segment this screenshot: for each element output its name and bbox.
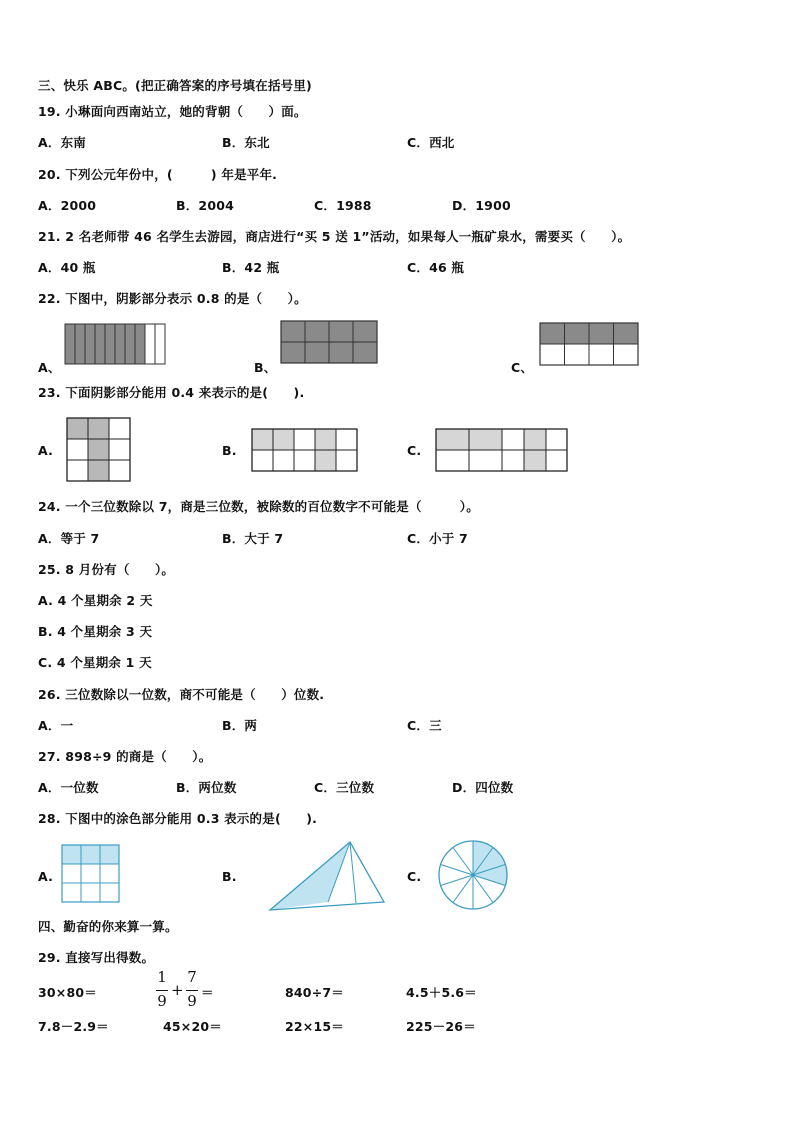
calc-5: 7.8－2.9＝: [38, 1019, 109, 1034]
q25-option-b: B. 4 个星期余 3 天: [38, 624, 153, 639]
q23-figure-a: [67, 418, 130, 481]
q22-option-a: A、: [38, 360, 61, 375]
q24-option-b: B．大于 7: [222, 531, 284, 546]
q27-option-c: C．三位数: [314, 780, 375, 795]
q19-option-a: A．东南: [38, 135, 86, 150]
q28-option-a: A.: [38, 869, 54, 884]
q26-option-b: B．两: [222, 718, 258, 733]
frac1-denominator: 9: [157, 992, 167, 1010]
q20-option-a: A．2000: [38, 198, 97, 213]
q27-stem: 27. 898÷9 的商是（ ）。: [38, 749, 212, 764]
q28-option-c: C.: [407, 869, 422, 884]
q29-stem: 29. 直接写出得数。: [38, 950, 155, 965]
q23-option-b: B.: [222, 443, 237, 458]
section4-title: 四、勤奋的你来算一算。: [38, 919, 178, 934]
q20-option-d: D．1900: [452, 198, 511, 213]
calc-6: 45×20＝: [163, 1019, 222, 1034]
q22-option-c: C、: [511, 360, 534, 375]
frac-equals: ＝: [201, 985, 214, 1000]
q21-option-b: B．42 瓶: [222, 260, 280, 275]
q27-option-a: A．一位数: [38, 780, 99, 795]
q22-figure-a: [65, 324, 165, 364]
q20-option-c: C．1988: [314, 198, 372, 213]
q23-figure-c: [436, 429, 567, 471]
circle-spoke: [441, 864, 473, 875]
circle-spoke: [453, 875, 473, 903]
calc-2-fraction: [156, 968, 226, 1014]
q23-option-a: A.: [38, 443, 54, 458]
q28-stem: 28. 下图中的涂色部分能用 0.3 表示的是( ).: [38, 811, 318, 826]
q27-option-b: B．两位数: [176, 780, 237, 795]
q26-option-a: A．一: [38, 718, 74, 733]
q26-option-c: C．三: [407, 718, 442, 733]
q22-figure-b: [281, 321, 377, 363]
frac1-numerator: 1: [157, 968, 167, 986]
q22-stem: 22. 下图中，阴影部分表示 0.8 的是（ ）。: [38, 291, 307, 306]
circle-spoke: [441, 875, 473, 886]
q28-figure-b: [268, 840, 388, 912]
q25-option-c: C. 4 个星期余 1 天: [38, 655, 152, 670]
q19-option-c: C．西北: [407, 135, 455, 150]
q24-stem: 24. 一个三位数除以 7，商是三位数，被除数的百位数字不可能是（ ）。: [38, 499, 479, 514]
q23-figure-b: [252, 429, 357, 471]
q23-option-c: C.: [407, 443, 422, 458]
calc-1: 30×80＝: [38, 985, 97, 1000]
frac2-numerator: 7: [187, 968, 197, 986]
q20-option-b: B．2004: [176, 198, 235, 213]
q28-option-b: B.: [222, 869, 237, 884]
q22-option-b: B、: [254, 360, 277, 375]
q21-option-c: C．46 瓶: [407, 260, 465, 275]
q20-stem: 20. 下列公元年份中，( ) 年是平年.: [38, 167, 278, 182]
calc-4: 4.5＋5.6＝: [406, 985, 477, 1000]
q24-option-c: C．小于 7: [407, 531, 468, 546]
section3-title: 三、快乐 ABC。(把正确答案的序号填在括号里): [38, 78, 312, 93]
q26-stem: 26. 三位数除以一位数，商不可能是（ ）位数.: [38, 687, 325, 702]
calc-3: 840÷7＝: [285, 985, 344, 1000]
plus-sign: +: [171, 981, 184, 999]
q28-figure-a: [62, 845, 119, 902]
circle-spoke: [453, 847, 473, 875]
q25-stem: 25. 8 月份有（ ）。: [38, 562, 175, 577]
q21-stem: 21. 2 名老师带 46 名学生去游园，商店进行“买 5 送 1”活动，如果每人一瓶矿泉水，需要买（ ）。: [38, 229, 631, 244]
calc-7: 22×15＝: [285, 1019, 344, 1034]
q22-figure-c: [540, 323, 638, 365]
q25-option-a: A. 4 个星期余 2 天: [38, 593, 153, 608]
q23-stem: 23. 下面阴影部分能用 0.4 来表示的是( ).: [38, 385, 305, 400]
calc-8: 225－26＝: [406, 1019, 476, 1034]
frac2-denominator: 9: [187, 992, 197, 1010]
q21-option-a: A．40 瓶: [38, 260, 96, 275]
q27-option-d: D．四位数: [452, 780, 514, 795]
q19-option-b: B．东北: [222, 135, 270, 150]
q28-figure-c: [437, 839, 509, 911]
q24-option-a: A．等于 7: [38, 531, 100, 546]
q19-stem: 19. 小琳面向西南站立，她的背朝（ ）面。: [38, 104, 307, 119]
